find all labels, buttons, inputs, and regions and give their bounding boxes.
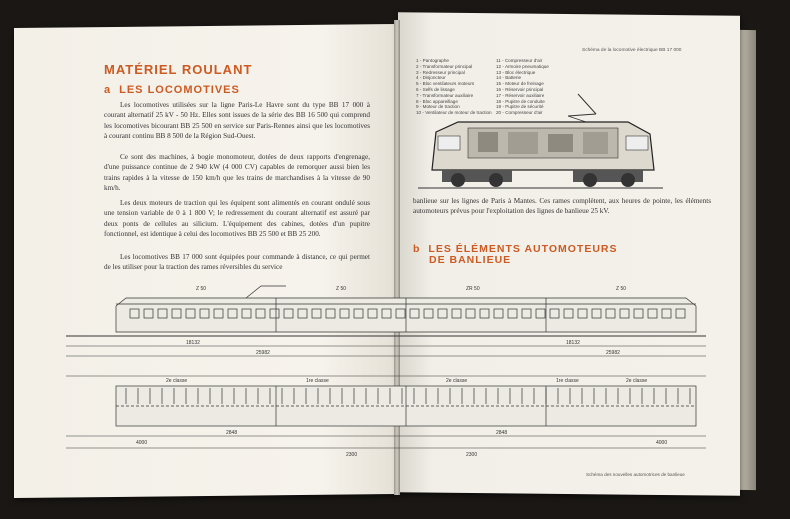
page-edges (738, 30, 756, 490)
legend-item: 13 - Bloc électrique (496, 69, 536, 75)
class-label-1: 2e classe (166, 378, 188, 384)
legend-item: 8 - Bloc appareillage (416, 98, 458, 104)
section-b-line1: LES ÉLÉMENTS AUTOMOTEURS (428, 243, 618, 255)
section-b-line2: DE BANLIEUE (429, 254, 512, 266)
legend-item: 11 - Compresseur d'air (496, 58, 543, 63)
paragraph-3: Les deux moteurs de traction qui les équipent sont alimentés en courant ondulé sous une tension variable de 0 à 1 800 V; le redressement du courant alternatif est assuré par deux ponts de cellules au silicium. L'équipement des cabines, dotées d'un pupitre fonctionnel, est identique à celui des locomotives BB 25 500 et BB 25 200. (104, 199, 370, 239)
legend-item: 19 - Pupitre de sécurité (496, 104, 544, 110)
section-a-label: LES LOCOMOTIVES (119, 84, 240, 96)
legend-item: 9 - Moteur de traction (416, 104, 460, 110)
section-b-letter: b (413, 243, 421, 255)
legend-item: 17 - Réservoir auxiliaire (496, 92, 545, 98)
class-label-2: 1re classe (306, 378, 329, 384)
section-b-title (413, 244, 618, 266)
car-label-4: Z 50 (616, 286, 627, 292)
train-technical-drawing (46, 276, 718, 468)
legend-item: 12 - Armoire pneumatique (496, 63, 549, 69)
legend-item: 3 - Redresseur principal (416, 69, 465, 75)
section-a-title (104, 84, 240, 96)
dim-5: 4000 (136, 440, 148, 446)
legend-item: 15 - Moteur de freinage (496, 81, 544, 87)
paragraph-4: Les locomotives BB 17 000 sont équipées pour commande à distance, ce qui permet de les utiliser pour la traction des rames réversibles du service (104, 253, 370, 272)
dim-7: 2848 (226, 430, 238, 436)
car-label-1: Z 50 (196, 286, 207, 292)
legend-item: 6 - Selfs de lissage (416, 86, 455, 92)
dim-10: 2300 (466, 452, 478, 458)
dim-1: 18132 (186, 340, 200, 346)
class-label-5: 2e classe (626, 378, 648, 384)
dim-9: 2300 (346, 452, 358, 458)
legend-item: 20 - Compresseur d'air (496, 110, 543, 116)
dim-2: 25982 (256, 350, 270, 356)
legend-item: 5 - Bloc ventilateurs moteurs (416, 81, 475, 87)
dim-3: 18132 (566, 340, 580, 346)
car-label-2: Z 50 (336, 286, 347, 292)
legend-item: 18 - Pupitre de conduite (496, 98, 545, 104)
legend-item: 2 - Transformateur principal (416, 63, 473, 69)
dim-4: 25982 (606, 350, 620, 356)
legend-item: 14 - Batterie (496, 75, 522, 81)
locomotive-diagram (418, 92, 663, 192)
legend-item: 7 - Transformateur auxiliaire (416, 92, 474, 98)
figure-caption-bottom: Schéma des nouvelles automotrices de banlieue (586, 472, 685, 477)
figure-caption-top: Schéma de la locomotive électrique BB 17 000 (582, 48, 682, 53)
dim-8: 2848 (496, 430, 508, 436)
class-label-3: 2e classe (446, 378, 468, 384)
page-heading: MATÉRIEL ROULANT (104, 62, 253, 77)
legend-item: 1 - Pantographe (416, 58, 449, 63)
right-paragraph: banlieue sur les lignes de Paris à Mantes. Ces rames complètent, aux heures de pointe, les éléments automoteurs prévus pour l'exploitation des lignes de banlieue 25 kV. (413, 197, 711, 216)
paragraph-2: Ce sont des machines, à bogie monomoteur, dotées de deux rapports d'engrenage, d'une puissance continue de 2 940 kW (4 000 CV) capables de remorquer aussi bien les trains rapides à la vitesse de 150 km/h que les trains de marchandises à la vitesse de 90 km/h. (104, 153, 370, 193)
legend-item: 4 - Disjoncteur (416, 75, 446, 81)
paragraph-1: Les locomotives utilisées sur la ligne Paris-Le Havre sont du type BB 17 000 à courant alternatif 25 kV - 50 Hz. Elles sont issues de la série des BB 16 500 qui comprend les locomotives bicourant BB 25 500 en service sur Paris-Rennes ainsi que les locomotives à courant continu BB 8 500 de la Région Sud-Ouest. (104, 101, 370, 141)
legend-item: 16 - Réservoir principal (496, 86, 544, 92)
dim-6: 4000 (656, 440, 668, 446)
section-a-letter: a (104, 84, 112, 96)
legend-item: 10 - Ventilateur de moteur de traction (416, 110, 492, 116)
car-label-3: ZR 50 (466, 286, 480, 292)
class-label-4: 1re classe (556, 378, 579, 384)
